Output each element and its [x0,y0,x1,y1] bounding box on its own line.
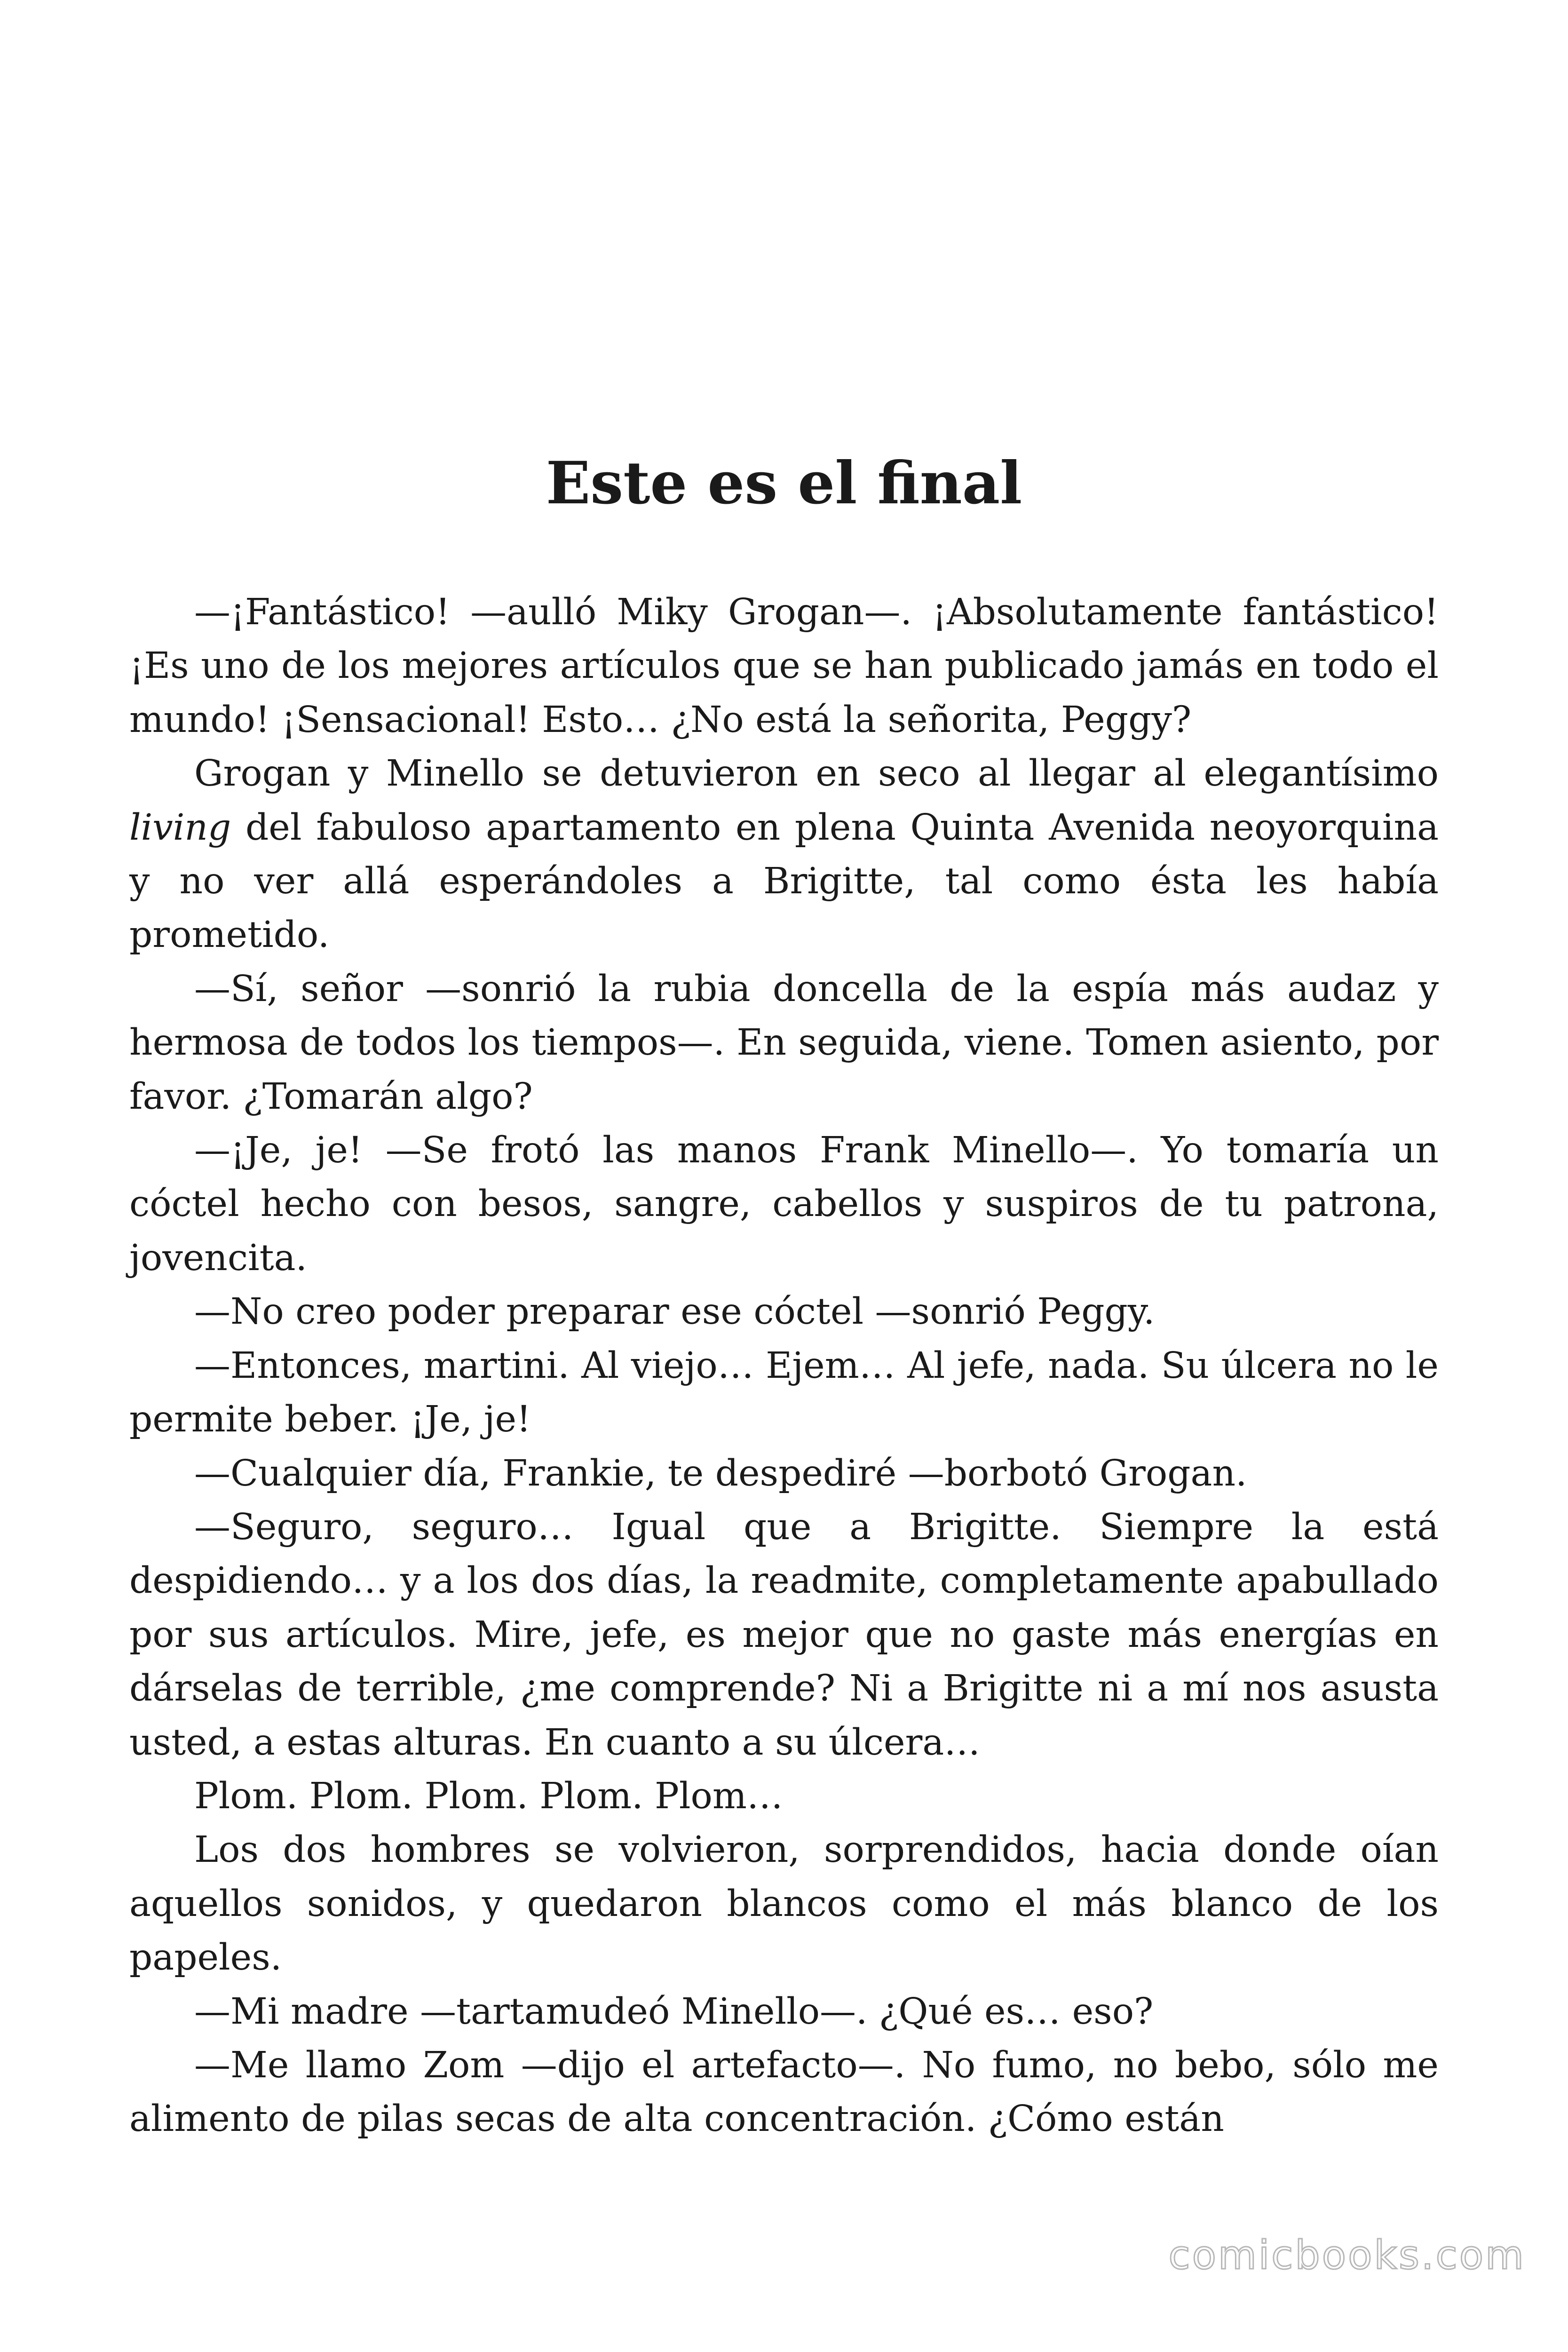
paragraph: Plom. Plom. Plom. Plom. Plom… [194,1775,783,1817]
paragraph: —Me llamo Zom —dijo el artefacto—. No fumo, no bebo, sólo me alimento de pilas secas de alta concentración. ¿Cómo están [129,2044,1439,2140]
paragraph: —Seguro, seguro… Igual que a Brigitte. Siempre la está despidiendo… y a los dos días, la readmite, completamente apabullado por sus artículos. Mire, jefe, es mejor que no gaste más energías en dárselas de terrible, ¿me comprende? Ni a Brigitte ni a mí nos asusta usted, a estas alturas. En cuanto a su úlcera… [129,1506,1439,1764]
paragraph: —Mi madre —tartamudeó Minello—. ¿Qué es… eso? [194,1990,1154,2033]
paragraph [129,747,1439,962]
paragraph: —Sí, señor —sonrió la rubia doncella de la espía más audaz y hermosa de todos los tiempos—. En seguida, viene. Tomen asiento, por favor. ¿Tomarán algo? [129,968,1439,1118]
watermark: comicbooks.com [1168,2232,1526,2278]
paragraph: —Cualquier día, Frankie, te despediré —borbotó Grogan. [194,1452,1247,1494]
italic-word: living [129,806,231,849]
paragraph: Los dos hombres se volvieron, sorprendidos, hacia donde oían aquellos sonidos, y quedaron blancos como el más blanco de los papeles. [129,1829,1439,1979]
paragraph: —Entonces, martini. Al viejo… Ejem… Al jefe, nada. Su úlcera no le permite beber. ¡Je, je! [129,1344,1439,1441]
paragraph-text: Grogan y Minello se detuvieron en seco al llegar al elegantísimo [194,753,1439,795]
paragraph: —¡Fantástico! —aulló Miky Grogan—. ¡Absolutamente fantástico! ¡Es uno de los mejores artículos que se han publicado jamás en todo el mundo! ¡Sensacional! Esto… ¿No está la señorita, Peggy? [129,591,1439,741]
paragraph: —¡Je, je! —Se frotó las manos Frank Minello—. Yo tomaría un cóctel hecho con besos, sangre, cabellos y suspiros de tu patrona, jovencita. [129,1129,1439,1279]
paragraph: —No creo poder preparar ese cóctel —sonrió Peggy. [194,1291,1155,1333]
chapter-body [129,586,1439,2146]
chapter-title: Este es el final [546,449,1022,517]
paragraph-text: del fabuloso apartamento en plena Quinta Avenida neoyorquina y no ver allá esperándoles a Brigitte, tal como ésta les había prometido. [129,806,1439,956]
